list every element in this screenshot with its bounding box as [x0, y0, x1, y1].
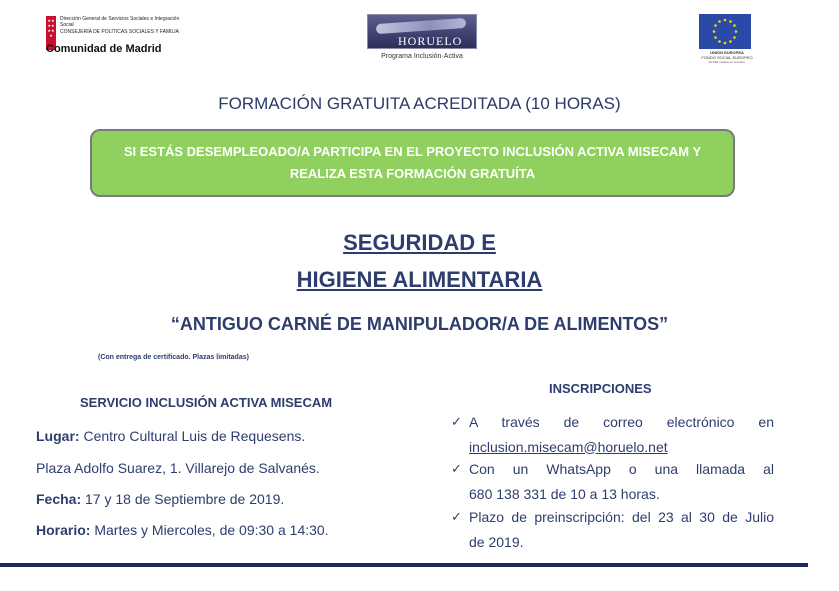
eu-union-label: UNIÓN EUROPEA [710, 50, 744, 55]
whatsapp-phone: 680 138 331 de 10 a 13 horas. [469, 485, 660, 502]
schedule-line [36, 522, 329, 538]
horuelo-logo [367, 14, 477, 64]
banner-line-2: REALIZA ESTA FORMACIÓN GRATUÍTA [289, 166, 536, 181]
madrid-department: Dirección General de Servicios Sociales e Integración Social [60, 16, 180, 28]
deadline-line-2: de 2019. [469, 533, 524, 550]
check-icon: ✓ [451, 461, 462, 476]
comunidad-madrid-logo [46, 16, 186, 56]
inscription-item-deadline [451, 505, 774, 554]
horuelo-brush-icon [376, 18, 466, 34]
date-line [36, 491, 284, 507]
course-title [0, 224, 839, 298]
schedule-value: Martes y Miercoles, de 09:30 a 14:30. [90, 522, 329, 538]
service-title: SERVICIO INCLUSIÓN ACTIVA MISECAM [80, 395, 333, 410]
eu-stars-icon [699, 14, 751, 49]
eu-logo [692, 14, 762, 64]
whatsapp-intro: Con un WhatsApp o una llamada al [469, 461, 774, 477]
schedule-label: Horario: [36, 522, 91, 538]
eu-motto: El FSE invierte en tu futuro [709, 60, 745, 64]
address-line: Plaza Adolfo Suarez, 1. Villarejo de Salvanés. [36, 460, 320, 476]
headline: FORMACIÓN GRATUITA ACREDITADA (10 HORAS) [218, 94, 621, 113]
banner-line-1: SI ESTÁS DESEMPLEOADO/A PARTICIPA EN EL PROYECTO INCLUSIÓN ACTIVA MISECAM Y [123, 144, 702, 159]
inscriptions-title: INSCRIPCIONES [549, 381, 652, 396]
inscription-item-email [451, 410, 774, 459]
date-value: 17 y 18 de Septiembre de 2019. [81, 491, 285, 507]
certificate-note: (Con entrega de certificado. Plazas limitadas) [98, 354, 249, 361]
madrid-stars-icon: ★★ ★★ ★★ ★ [47, 18, 55, 38]
check-icon: ✓ [451, 509, 462, 524]
place-label: Lugar: [36, 428, 80, 444]
horuelo-name: HORUELO [398, 34, 463, 48]
horuelo-tagline: Programa Inclusión·Activa [381, 53, 463, 60]
course-title-line-1: SEGURIDAD E [343, 230, 496, 255]
place-value: Centro Cultural Luis de Requesens. [79, 428, 306, 444]
madrid-ministry: CONSEJERÍA DE POLÍTICAS SOCIALES Y FAMILIA [60, 29, 180, 35]
course-title-line-2: HIGIENE ALIMENTARIA [296, 267, 543, 292]
date-label: Fecha: [36, 491, 82, 507]
eu-fund-label: FONDO SOCIAL EUROPEO [701, 55, 753, 60]
banner-text [98, 141, 727, 185]
inscription-item-whatsapp [451, 457, 774, 506]
check-icon: ✓ [451, 414, 462, 429]
deadline-line-1: Plazo de preinscripción: del 23 al 30 de Julio [469, 509, 774, 525]
horuelo-badge [367, 14, 477, 49]
place-line [36, 428, 305, 444]
footer-bar [0, 563, 808, 567]
madrid-name: Comunidad de Madrid [46, 43, 162, 55]
course-subtitle: “ANTIGUO CARNÉ DE MANIPULADOR/A DE ALIMENTOS” [170, 314, 669, 334]
email-link[interactable]: inclusion.misecam@horuelo.net [469, 438, 668, 455]
green-banner [90, 129, 735, 197]
email-intro: A través de correo electrónico en [469, 414, 774, 430]
